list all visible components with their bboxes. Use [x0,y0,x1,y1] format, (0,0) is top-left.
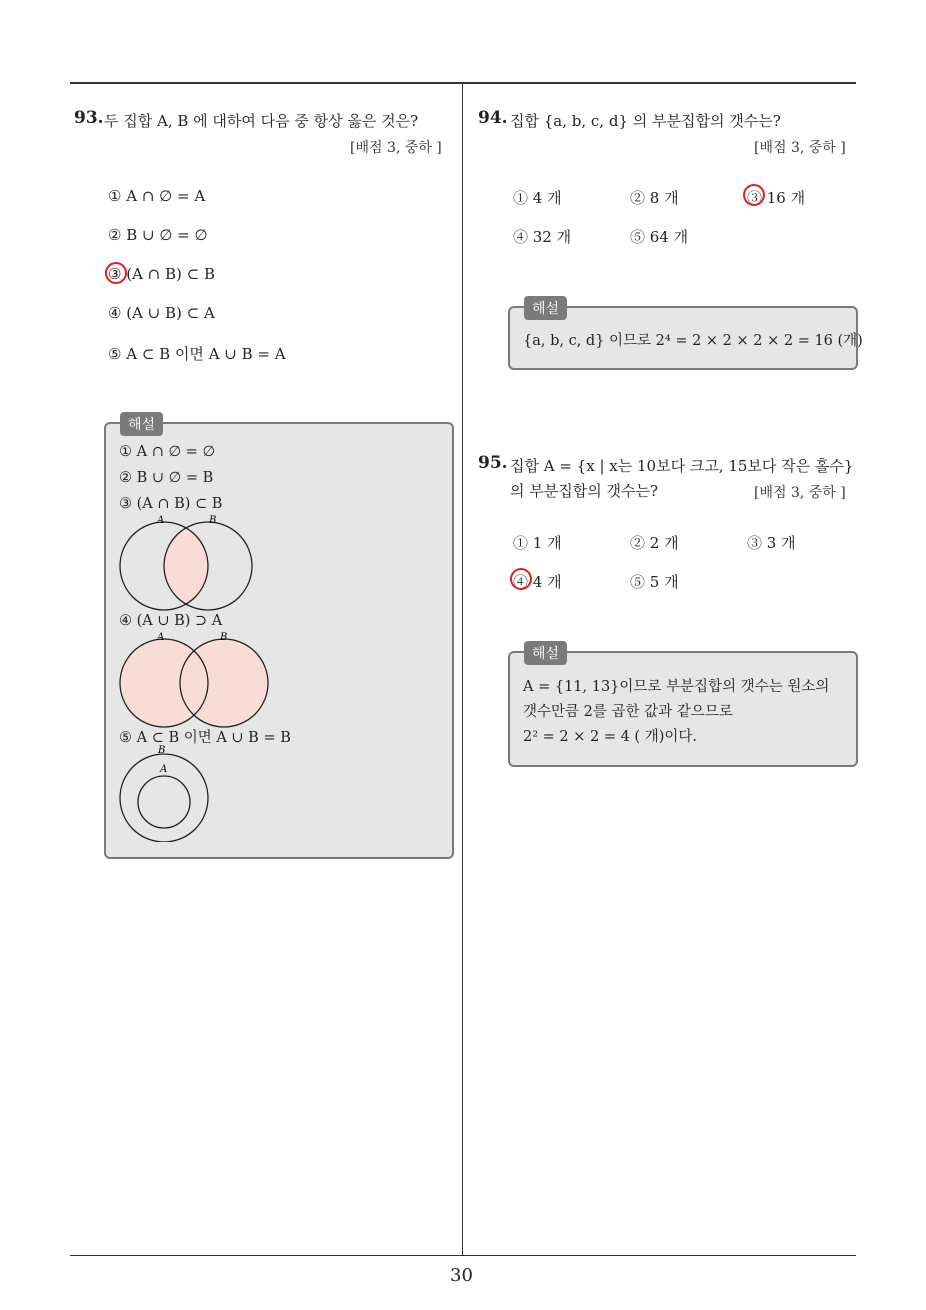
question-stem: 두 집합 A, B 에 대하여 다음 중 항상 옳은 것은? [104,112,419,130]
venn-diagram-intersection [116,514,266,614]
column-divider [462,83,463,1256]
question-meta: [배점 3, 중하 ] [350,140,442,156]
explanation-line-1: A = {11, 13}이므로 부분집합의 갯수는 원소의 [523,679,830,695]
venn-label-b: B [220,632,228,643]
option-4[interactable]: ④ (A ∪ B) ⊂ A [108,304,215,322]
question-stem: 집합 {a, b, c, d} 의 부분집합의 갯수는? [510,112,781,130]
option-3[interactable]: ③ 16 개 [747,189,806,207]
answer-mark-circle [510,568,532,590]
question-meta: [배점 3, 중하 ] [754,485,846,501]
venn-diagram-union [116,631,276,731]
answer-mark-circle [105,262,127,284]
explanation-box [104,417,454,859]
explanation-badge: 해설 [524,296,567,320]
explanation-badge: 해설 [524,641,567,665]
option-5[interactable]: ⑤ 64 개 [630,228,689,246]
option-5[interactable]: ⑤ A ⊂ B 이면 A ∪ B = A [108,345,286,363]
option-1[interactable]: ① A ∩ ∅ = A [108,187,206,205]
explanation-line-2: 갯수만큼 2를 곱한 값과 같으므로 [523,704,733,720]
page-number: 30 [450,1265,473,1286]
explanation-line-2: ② B ∪ ∅ = B [119,470,214,486]
venn-label-a: A [160,764,168,775]
venn-label-b: B [209,515,217,526]
question-number: 93. [74,108,104,128]
option-2[interactable]: ② 2 개 [630,534,679,552]
option-1[interactable]: ① 1 개 [513,534,562,552]
question-meta: [배점 3, 중하 ] [754,140,846,156]
venn-diagram-subset [116,742,226,842]
venn-label-a: A [157,515,165,526]
explanation-box [508,301,863,370]
answer-mark-circle [743,184,765,206]
top-rule [70,82,856,84]
option-3[interactable]: ③ (A ∩ B) ⊂ B [108,265,216,283]
venn-label-b: B [158,745,166,756]
explanation-text: {a, b, c, d} 이므로 2⁴ = 2 × 2 × 2 × 2 = 16 (개) [523,333,863,349]
explanation-badge: 해설 [120,412,163,436]
explanation-box [508,646,858,767]
question-stem-line-2: 의 부분집합의 갯수는? [510,482,658,500]
explanation-line-4: ④ (A ∪ B) ⊃ A [119,613,223,629]
option-4[interactable]: ④ 4 개 [513,573,562,591]
option-5[interactable]: ⑤ 5 개 [630,573,679,591]
option-4[interactable]: ④ 32 개 [513,228,572,246]
option-2[interactable]: ② 8 개 [630,189,679,207]
explanation-line-5: ⑤ A ⊂ B 이면 A ∪ B = B [119,730,291,746]
explanation-line-3: ③ (A ∩ B) ⊂ B [119,496,223,512]
question-number: 95. [478,453,508,473]
option-1[interactable]: ① 4 개 [513,189,562,207]
question-number: 94. [478,108,508,128]
option-3[interactable]: ③ 3 개 [747,534,796,552]
bottom-rule [70,1255,856,1256]
question-stem-line-1: 집합 A = {x | x는 10보다 크고, 15보다 작은 홀수} [510,457,854,475]
option-2[interactable]: ② B ∪ ∅ = ∅ [108,226,208,244]
venn-label-a: A [157,632,165,643]
explanation-line-3: 2² = 2 × 2 = 4 ( 개)이다. [523,729,697,745]
explanation-line-1: ① A ∩ ∅ = ∅ [119,444,216,460]
